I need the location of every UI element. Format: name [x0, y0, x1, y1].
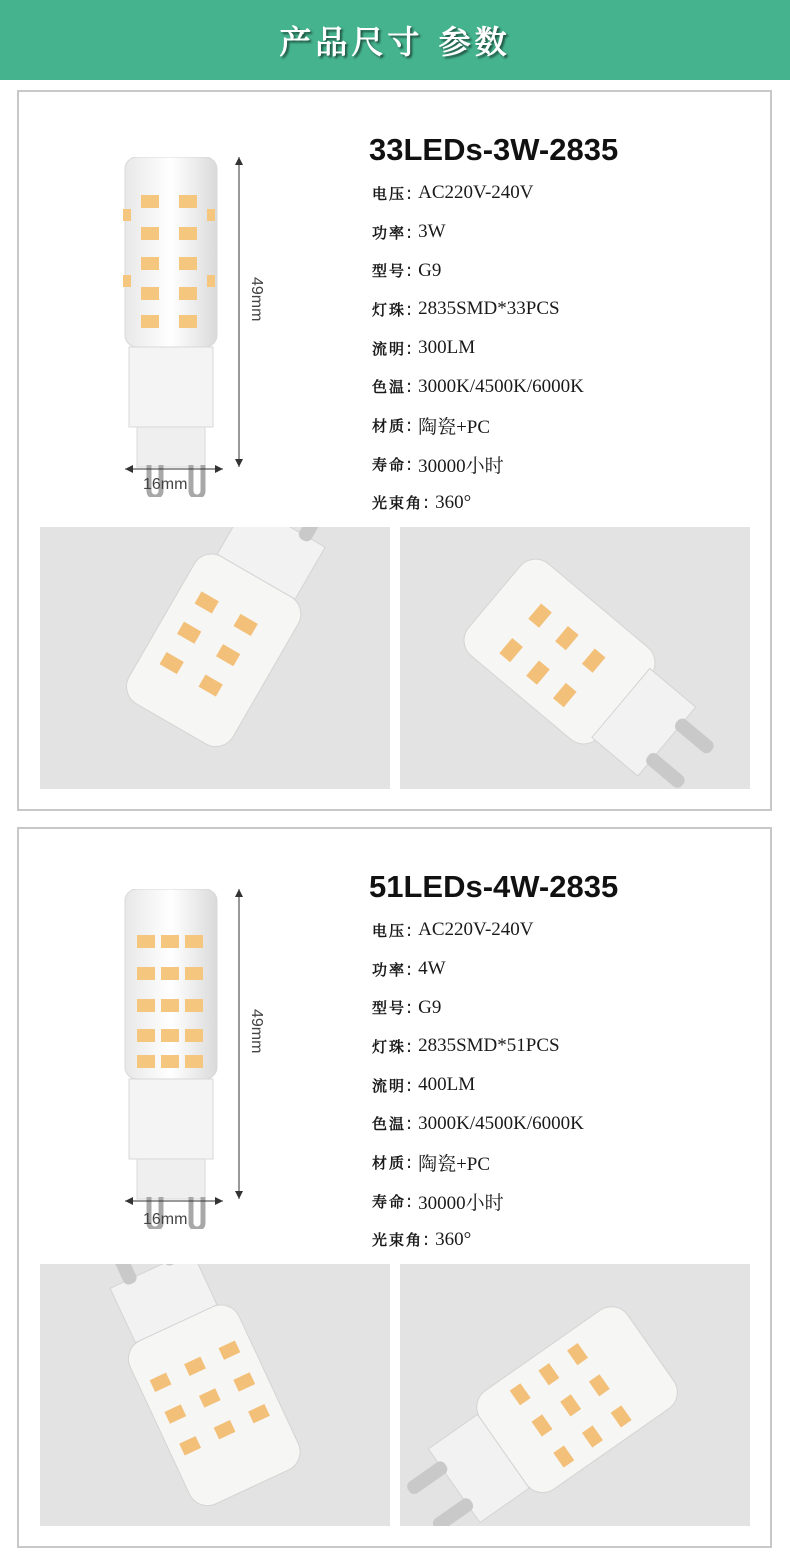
spec-led-chips: 灯珠 : 2835SMD*33PCS	[372, 298, 560, 320]
spec-lifespan: 寿命 : 30000小时	[372, 1190, 504, 1214]
spec-list	[372, 174, 584, 522]
spec-voltage: 电压 : AC220V-240V	[372, 919, 534, 941]
spec-power: 功率 : 3W	[372, 221, 446, 243]
width-dimension: 16mm	[143, 476, 188, 493]
spec-lifespan: 寿命 : 30000小时	[372, 453, 504, 477]
product-photo-right	[400, 527, 750, 789]
spec-material: 材质 : 陶瓷+PC	[372, 414, 491, 438]
bulb-diagram	[119, 889, 254, 1229]
spec-material: 材质 : 陶瓷+PC	[372, 1151, 491, 1175]
header-banner	[0, 0, 790, 80]
spec-lumen: 流明 : 400LM	[372, 1074, 476, 1096]
product-title: 51LEDs-4W-2835	[369, 869, 619, 904]
product-photo-right	[400, 1264, 750, 1526]
product-photo-left	[40, 1264, 390, 1526]
spec-model: 型号 : G9	[372, 996, 442, 1019]
spec-list	[372, 911, 584, 1259]
product-panel-1	[17, 90, 772, 811]
bulb-diagram	[119, 157, 254, 497]
height-dimension: 49mm	[248, 277, 265, 322]
product-title: 33LEDs-3W-2835	[369, 132, 619, 167]
width-dimension: 16mm	[143, 1211, 188, 1228]
spec-voltage: 电压 : AC220V-240V	[372, 182, 534, 204]
spec-model: 型号 : G9	[372, 259, 442, 282]
spec-color-temp: 色温 : 3000K/4500K/6000K	[372, 1112, 584, 1135]
header-title: 产品尺寸 参数	[279, 23, 511, 61]
height-dimension: 49mm	[248, 1009, 265, 1054]
spec-color-temp: 色温 : 3000K/4500K/6000K	[372, 375, 584, 398]
spec-beam-angle: 光束角 : 360°	[372, 491, 472, 514]
product-panel-2	[17, 827, 772, 1548]
spec-led-chips: 灯珠 : 2835SMD*51PCS	[372, 1035, 560, 1057]
spec-beam-angle: 光束角 : 360°	[372, 1228, 472, 1251]
spec-lumen: 流明 : 300LM	[372, 337, 476, 359]
product-photo-left	[40, 527, 390, 789]
spec-power: 功率 : 4W	[372, 958, 446, 980]
